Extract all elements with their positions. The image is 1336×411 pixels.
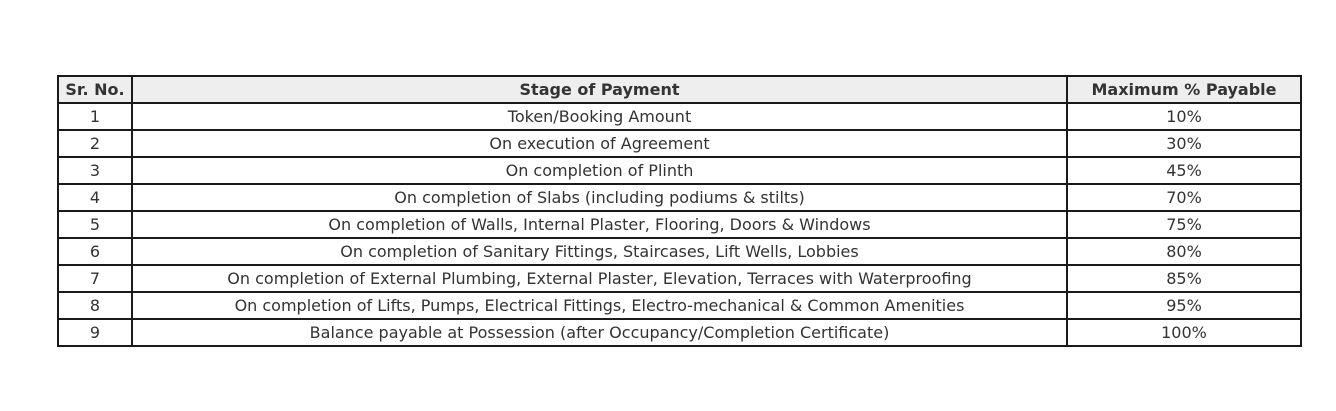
cell-stage: Balance payable at Possession (after Occupancy/Completion Certificate) bbox=[132, 319, 1067, 346]
cell-stage: On completion of External Plumbing, External Plaster, Elevation, Terraces with Waterproofing bbox=[132, 265, 1067, 292]
cell-sr-no: 4 bbox=[58, 184, 132, 211]
cell-stage: On completion of Sanitary Fittings, Staircases, Lift Wells, Lobbies bbox=[132, 238, 1067, 265]
cell-percent: 45% bbox=[1067, 157, 1301, 184]
cell-percent: 80% bbox=[1067, 238, 1301, 265]
cell-percent: 10% bbox=[1067, 103, 1301, 130]
table-row bbox=[58, 238, 1301, 265]
cell-sr-no: 5 bbox=[58, 211, 132, 238]
table-row bbox=[58, 157, 1301, 184]
cell-percent: 85% bbox=[1067, 265, 1301, 292]
table-row bbox=[58, 211, 1301, 238]
table-row bbox=[58, 319, 1301, 346]
header-maximum-percent-payable: Maximum % Payable bbox=[1067, 76, 1301, 103]
header-stage-of-payment: Stage of Payment bbox=[132, 76, 1067, 103]
table-row bbox=[58, 103, 1301, 130]
header-sr-no: Sr. No. bbox=[58, 76, 132, 103]
cell-stage: On completion of Lifts, Pumps, Electrical Fittings, Electro-mechanical & Common Amenities bbox=[132, 292, 1067, 319]
cell-percent: 100% bbox=[1067, 319, 1301, 346]
table-header-row bbox=[58, 76, 1301, 103]
table-row bbox=[58, 184, 1301, 211]
cell-stage: On execution of Agreement bbox=[132, 130, 1067, 157]
cell-sr-no: 9 bbox=[58, 319, 132, 346]
cell-sr-no: 7 bbox=[58, 265, 132, 292]
cell-percent: 30% bbox=[1067, 130, 1301, 157]
cell-percent: 95% bbox=[1067, 292, 1301, 319]
table-row bbox=[58, 130, 1301, 157]
cell-sr-no: 2 bbox=[58, 130, 132, 157]
cell-stage: On completion of Slabs (including podiums & stilts) bbox=[132, 184, 1067, 211]
cell-percent: 70% bbox=[1067, 184, 1301, 211]
cell-sr-no: 1 bbox=[58, 103, 132, 130]
table-row bbox=[58, 265, 1301, 292]
cell-stage: On completion of Plinth bbox=[132, 157, 1067, 184]
cell-stage: On completion of Walls, Internal Plaster, Flooring, Doors & Windows bbox=[132, 211, 1067, 238]
payment-schedule-table bbox=[57, 75, 1302, 347]
cell-percent: 75% bbox=[1067, 211, 1301, 238]
cell-sr-no: 8 bbox=[58, 292, 132, 319]
cell-stage: Token/Booking Amount bbox=[132, 103, 1067, 130]
cell-sr-no: 6 bbox=[58, 238, 132, 265]
cell-sr-no: 3 bbox=[58, 157, 132, 184]
table-row bbox=[58, 292, 1301, 319]
